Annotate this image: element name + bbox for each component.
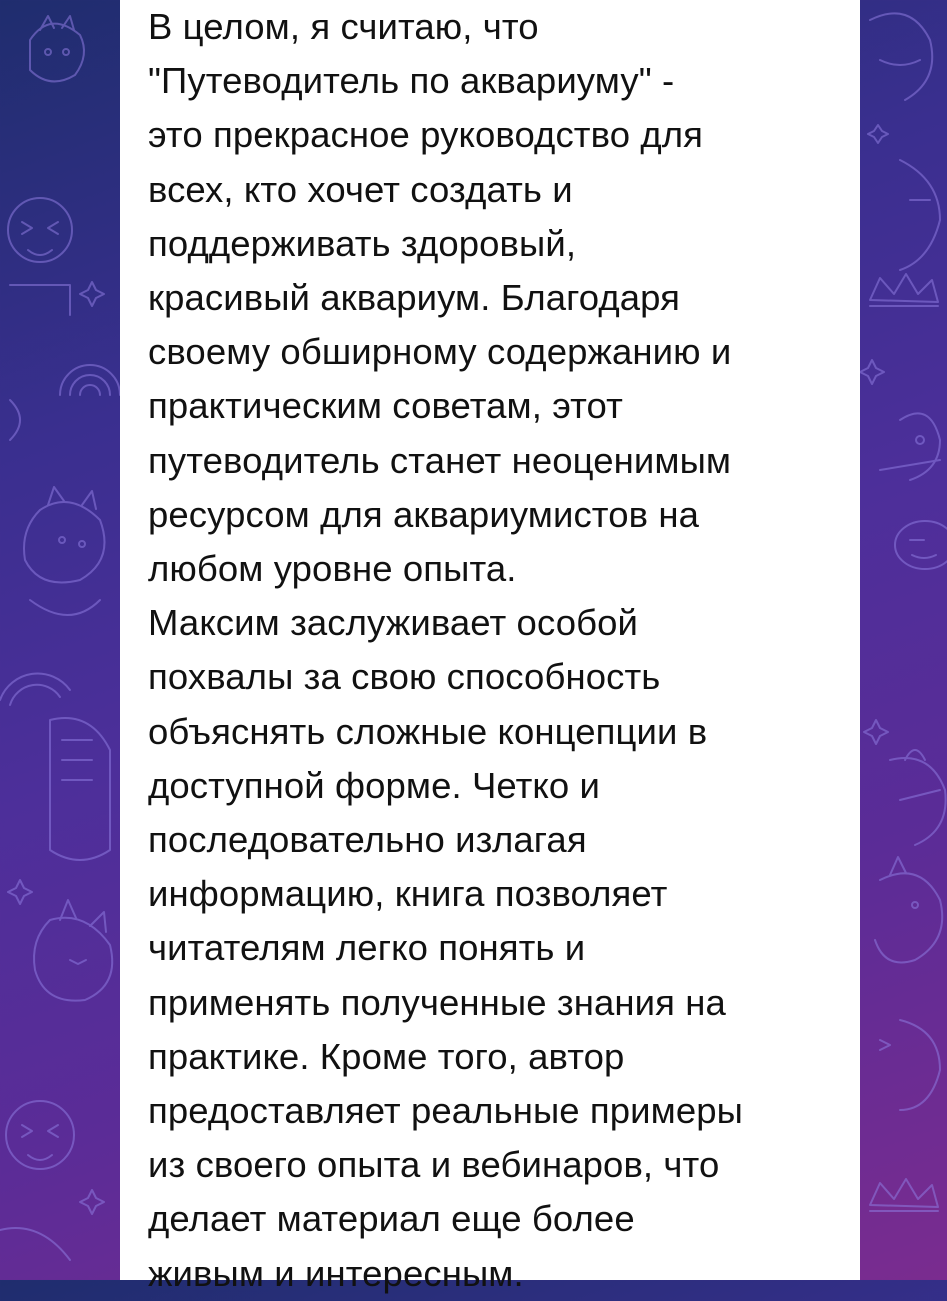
message-line: ресурсом для аквариумистов на [148, 493, 699, 535]
emoji-face-doodle-icon [6, 1101, 74, 1169]
message-line: объяснять сложные концепции в [148, 710, 708, 752]
star-sparkle-icon [80, 1190, 104, 1214]
emoji-face-doodle-icon [870, 13, 932, 100]
message-line: применять полученные знания на [148, 981, 726, 1023]
cat-doodle-icon [890, 750, 946, 845]
alien-doodle-icon [50, 718, 110, 860]
message-line: читателям легко понять и [148, 927, 586, 969]
message-bubble[interactable] [120, 0, 860, 1294]
message-line: это прекрасное руководство для [148, 114, 703, 156]
message-line: делает материал еще более [148, 1198, 635, 1240]
alien-doodle-icon [880, 413, 940, 480]
message-line: своему обширному содержанию и [148, 331, 732, 373]
star-sparkle-icon [864, 720, 888, 744]
star-sparkle-icon [860, 360, 884, 384]
message-line: похвалы за свою способность [148, 656, 661, 698]
emoji-face-doodle-icon [895, 521, 947, 569]
message-line: из своего опыта и вебинаров, что [148, 1144, 720, 1186]
message-line: живым и интересным. [148, 1252, 524, 1294]
message-line: "Путеводитель по аквариуму" - [148, 60, 675, 102]
message-line: В целом, я считаю, что [148, 6, 539, 47]
message-text [148, 0, 860, 1301]
message-line: последовательно излагая [148, 819, 587, 861]
message-line: красивый аквариум. Благодаря [148, 277, 681, 319]
message-line: предоставляет реальные примеры [148, 1090, 744, 1132]
emoji-face-doodle-icon [880, 1020, 940, 1110]
message-line: путеводитель станет неоценимым [148, 439, 732, 481]
crown-doodle-icon [870, 1179, 938, 1211]
cat-doodle-icon [24, 487, 105, 615]
star-sparkle-icon [8, 880, 32, 904]
star-sparkle-icon [80, 282, 104, 306]
emoji-face-doodle-icon [8, 198, 72, 315]
crown-doodle-icon [870, 274, 938, 306]
cat-doodle-icon [875, 857, 942, 963]
message-line: практике. Кроме того, автор [148, 1035, 625, 1077]
rainbow-doodle-icon [10, 365, 120, 440]
star-sparkle-icon [868, 125, 888, 143]
rainbow-doodle-icon [0, 674, 70, 705]
message-line: всех, кто хочет создать и [148, 168, 573, 210]
cat-doodle-icon [30, 16, 84, 81]
message-line: поддерживать здоровый, [148, 222, 577, 264]
message-line: информацию, книга позволяет [148, 873, 668, 915]
cat-doodle-icon [34, 900, 112, 1001]
alien-doodle-icon [900, 160, 940, 270]
message-line: доступной форме. Четко и [148, 764, 601, 806]
message-line: Максим заслуживает особой [148, 602, 638, 644]
message-line: практическим советам, этот [148, 385, 623, 427]
message-line: любом уровне опыта. [148, 548, 517, 590]
